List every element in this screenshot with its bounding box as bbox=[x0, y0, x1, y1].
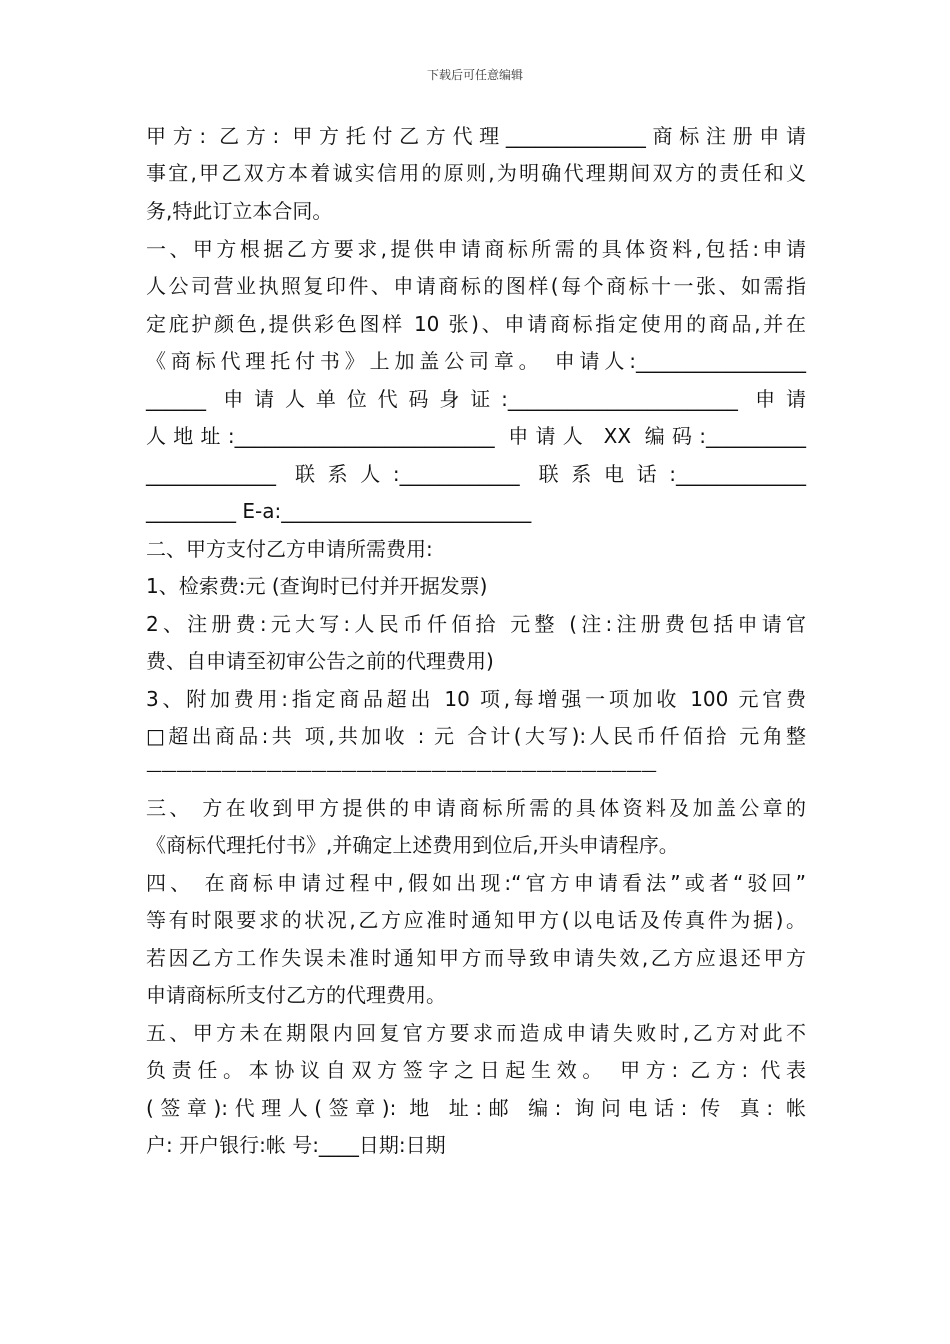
text-line: 1、检索费:元 (查询时已付并开据发票) bbox=[146, 574, 488, 598]
text-line: 一、甲方根据乙方要求,提供申请商标所需的具体资料,包括:申请 bbox=[146, 237, 806, 261]
text-line: (签章):代理人(签章): 地 址:邮 编: 询问电话: 传 真: 帐 bbox=[146, 1096, 806, 1120]
text-line: 二、甲方支付乙方申请所需费用: bbox=[146, 537, 433, 561]
text-line: 务,特此订立本合同。 bbox=[146, 199, 333, 223]
text-line: 甲方: 乙方: 甲方托付乙方代理______________商标注册申请 bbox=[146, 124, 806, 148]
text-line: 事宜,甲乙双方本着诚实信用的原则,为明确代理期间双方的责任和义 bbox=[146, 161, 806, 185]
text-line: 人地址:__________________________ 申请人 XX 编码:__________ bbox=[146, 424, 806, 448]
text-line: _________ E-a:_________________________ bbox=[146, 499, 532, 523]
text-line: 五、甲方未在期限内回复官方要求而造成申请失败时,乙方对此不 bbox=[146, 1021, 806, 1045]
text-line: 负责任。本协议自双方签字之日起生效。 甲方: 乙方: 代表 bbox=[146, 1058, 806, 1082]
text-line: _____________ 联系人:____________ 联系电话:_____________ bbox=[146, 462, 806, 486]
text-line: 3、附加费用:指定商品超出 10 项,每增强一项加收 100 元官费 bbox=[146, 687, 806, 711]
text-line: 户: 开户银行:帐 号:____日期:日期 bbox=[146, 1133, 446, 1157]
text-line: 《商标代理托付书》,并确定上述费用到位后,开头申请程序。 bbox=[146, 833, 679, 857]
text-line: 等有时限要求的状况,乙方应准时通知甲方(以电话及传真件为据)。 bbox=[146, 908, 806, 932]
divider-dashes: —————————————————————————————————— bbox=[146, 761, 656, 780]
page-header-note: 下载后可任意编辑 bbox=[426, 68, 523, 82]
text-line: 《商标代理托付书》上加盖公司章。 申请人:_________________ bbox=[146, 349, 806, 373]
text-line: 2、注册费:元大写:人民币仟佰拾 元整 (注:注册费包括申请官 bbox=[146, 612, 806, 636]
text-line: □超出商品:共 项,共加收 : 元 合计(大写):人民币仟佰拾 元角整 bbox=[146, 724, 806, 748]
text-line: 申请商标所支付乙方的代理费用。 bbox=[146, 983, 446, 1007]
text-line: ______ 申请人单位代码身证:_______________________ 申请 bbox=[146, 387, 806, 411]
text-line: 人公司营业执照复印件、申请商标的图样(每个商标十一张、如需指 bbox=[146, 274, 806, 298]
text-line: 三、 方在收到甲方提供的申请商标所需的具体资料及加盖公章的 bbox=[146, 796, 806, 820]
text-line: 定庇护颜色,提供彩色图样 10 张)、申请商标指定使用的商品,并在 bbox=[146, 312, 806, 336]
text-line: 若因乙方工作失误未准时通知甲方而导致申请失效,乙方应退还甲方 bbox=[146, 946, 806, 970]
text-line: 四、 在商标申请过程中,假如出现:“官方申请看法”或者“驳回” bbox=[146, 871, 806, 895]
text-line: 费、自申请至初审公告之前的代理费用) bbox=[146, 649, 494, 673]
